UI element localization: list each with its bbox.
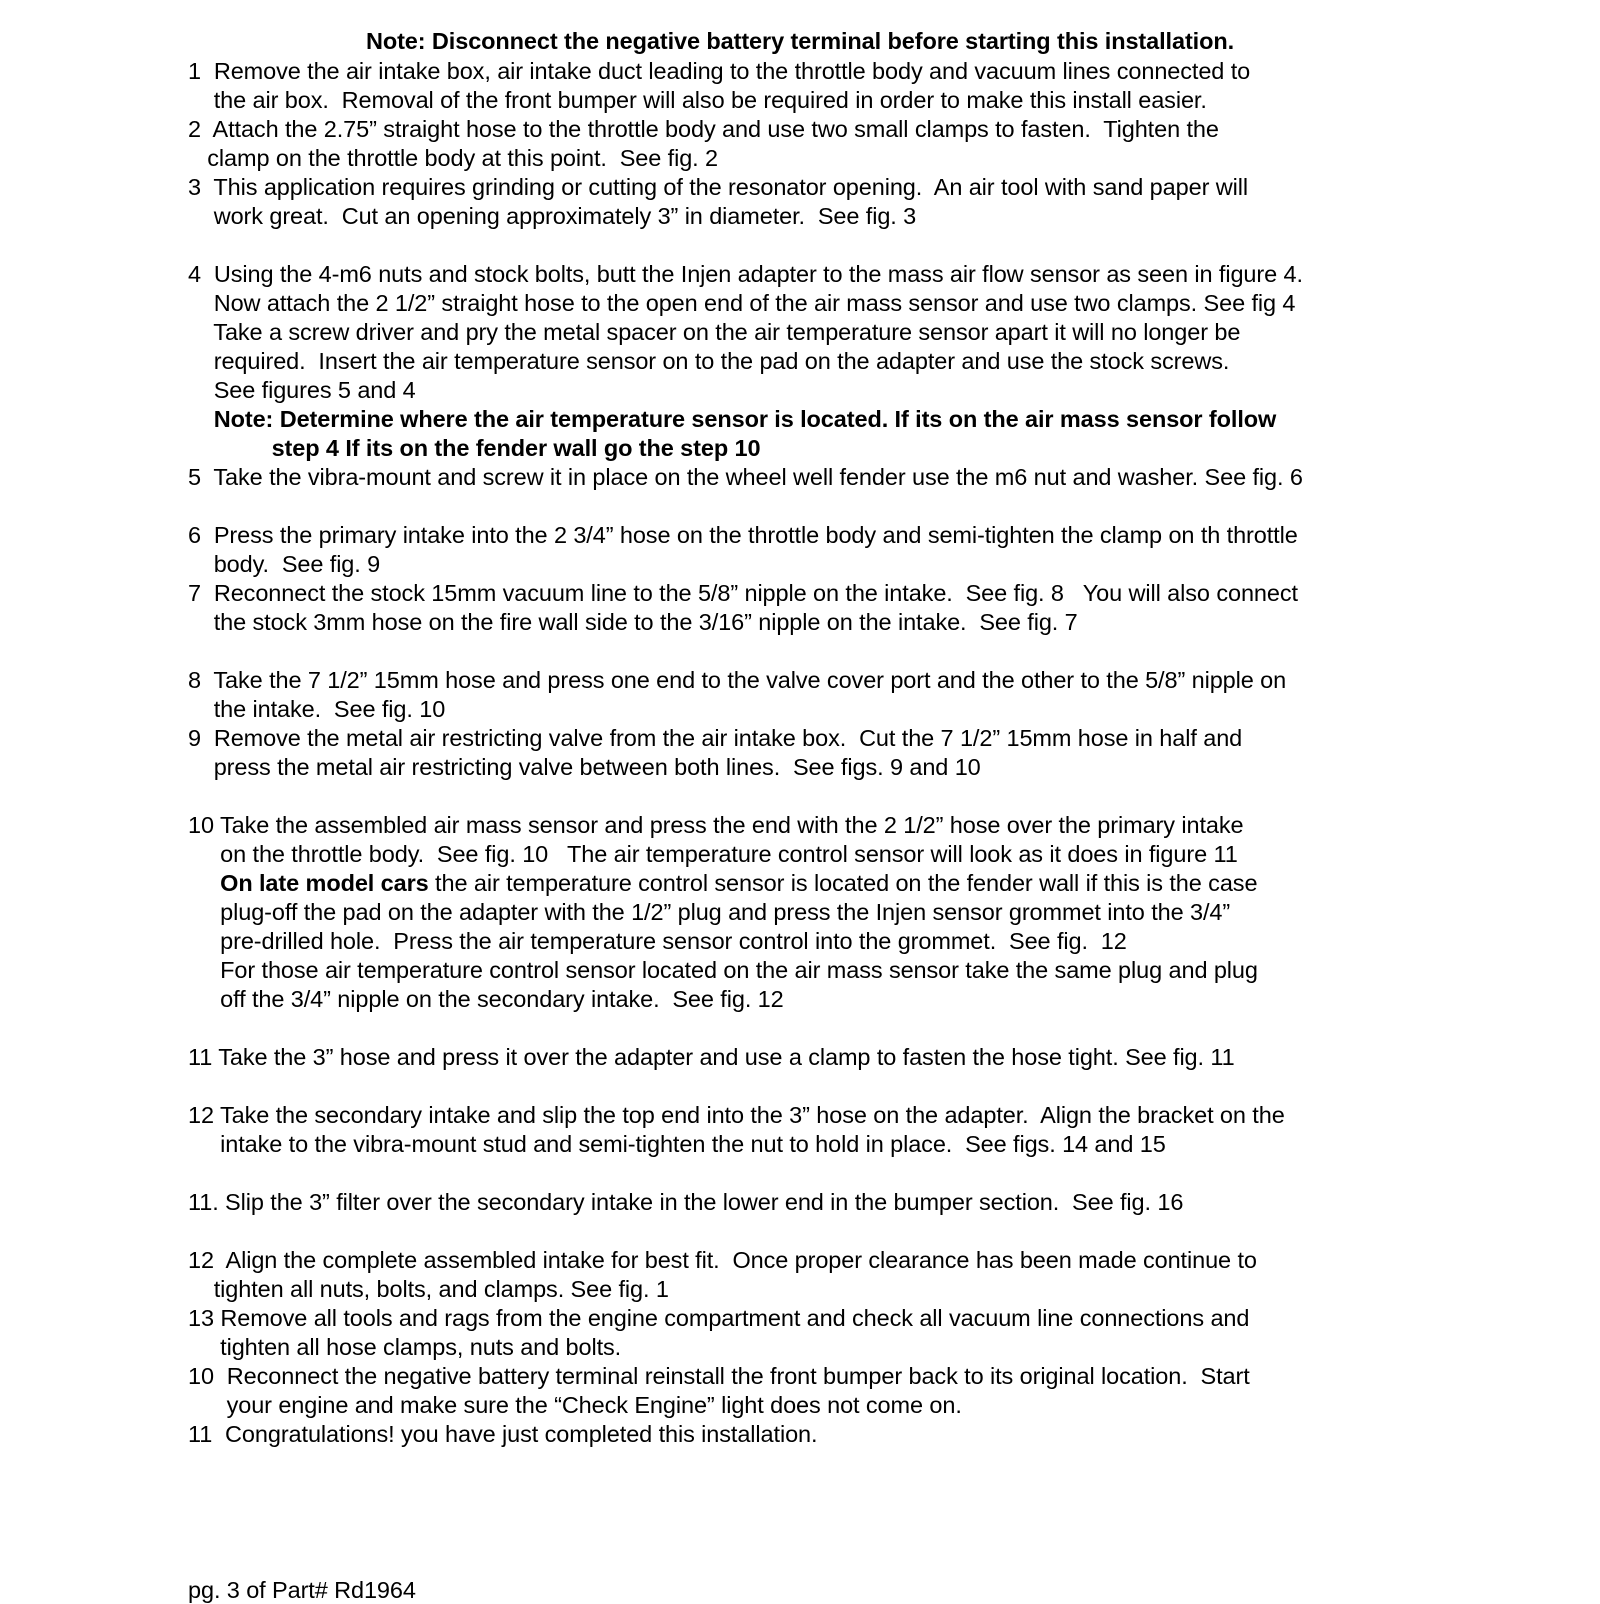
step-10b-line-2: your engine and make sure the “Check Engine” light does not come on.: [188, 1392, 962, 1418]
step-3-line-2: work great. Cut an opening approximately 3” in diameter. See fig. 3: [188, 203, 917, 229]
step-9-line-2: press the metal air restricting valve between both lines. See figs. 9 and 10: [188, 754, 981, 780]
step-10-line-4: plug-off the pad on the adapter with the 1/2” plug and press the Injen sensor grommet into the 3/4”: [188, 899, 1231, 925]
step-1-line-1: 1 Remove the air intake box, air intake duct leading to the throttle body and vacuum lines connected to: [188, 58, 1251, 84]
step-2-line-1: 2 Attach the 2.75” straight hose to the throttle body and use two small clamps to fasten. Tighten the: [188, 116, 1219, 142]
step-5-line-1: 5 Take the vibra-mount and screw it in place on the wheel well fender use the m6 nut and washer. See fig. 6: [188, 464, 1303, 490]
step-12b-line-2: tighten all nuts, bolts, and clamps. See fig. 1: [188, 1276, 669, 1302]
step-6-line-2: body. See fig. 9: [188, 551, 381, 577]
step-11-line-1: 11 Take the 3” hose and press it over the adapter and use a clamp to fasten the hose tight. See fig. 11: [188, 1044, 1235, 1070]
step-4-note-line-2: step 4 If its on the fender wall go the step 10: [188, 435, 761, 461]
step-11b-line-1: 11. Slip the 3” filter over the secondary intake in the lower end in the bumper section. See fig. 16: [188, 1189, 1184, 1215]
step-10-line-7: off the 3/4” nipple on the secondary intake. See fig. 12: [188, 986, 784, 1012]
step-10-line-5: pre-drilled hole. Press the air temperature sensor control into the grommet. See fig. 12: [188, 928, 1127, 954]
step-3-line-1: 3 This application requires grinding or cutting of the resonator opening. An air tool with sand paper will: [188, 174, 1248, 200]
step-10-line-3: [188, 869, 1257, 897]
step-10b-line-1: 10 Reconnect the negative battery terminal reinstall the front bumper back to its original location. Start: [188, 1363, 1250, 1389]
late-model-cars-label: On late model cars: [188, 870, 429, 896]
step-7-line-2: the stock 3mm hose on the fire wall side to the 3/16” nipple on the intake. See fig. 7: [188, 609, 1078, 635]
step-2-line-2: clamp on the throttle body at this point. See fig. 2: [188, 145, 718, 171]
step-4-line-5: See figures 5 and 4: [188, 377, 416, 403]
step-12-line-1: 12 Take the secondary intake and slip the top end into the 3” hose on the adapter. Align the bracket on the: [188, 1102, 1285, 1128]
page-footer: pg. 3 of Part# Rd1964: [188, 1577, 416, 1603]
step-13-line-2: tighten all hose clamps, nuts and bolts.: [188, 1334, 622, 1360]
step-7-line-1: 7 Reconnect the stock 15mm vacuum line to the 5/8” nipple on the intake. See fig. 8 You will also connect: [188, 580, 1298, 606]
step-12-line-2: intake to the vibra-mount stud and semi-tighten the nut to hold in place. See figs. 14 and 15: [188, 1131, 1166, 1157]
step-10-line-1: 10 Take the assembled air mass sensor and press the end with the 2 1/2” hose over the primary intake: [188, 812, 1244, 838]
header-note: Note: Disconnect the negative battery terminal before starting this installation.: [365, 28, 1235, 54]
step-4-line-1: 4 Using the 4-m6 nuts and stock bolts, butt the Injen adapter to the mass air flow sensor as seen in figure 4.: [188, 261, 1303, 287]
step-10-line-6: For those air temperature control sensor located on the air mass sensor take the same plug and plug: [188, 957, 1258, 983]
step-4-line-3: Take a screw driver and pry the metal spacer on the air temperature sensor apart it will no longer be: [188, 319, 1241, 345]
step-4-line-2: Now attach the 2 1/2” straight hose to the open end of the air mass sensor and use two clamps. See fig 4: [188, 290, 1296, 316]
step-12b-line-1: 12 Align the complete assembled intake for best fit. Once proper clearance has been made continue to: [188, 1247, 1257, 1273]
step-8-line-2: the intake. See fig. 10: [188, 696, 446, 722]
step-4-line-4: required. Insert the air temperature sensor on to the pad on the adapter and use the stock screws.: [188, 348, 1230, 374]
step-6-line-1: 6 Press the primary intake into the 2 3/4” hose on the throttle body and semi-tighten the clamp on th throttle: [188, 522, 1298, 548]
late-model-cars-text: the air temperature control sensor is located on the fender wall if this is the case: [428, 870, 1258, 896]
step-4-note-line-1: Note: Determine where the air temperature sensor is located. If its on the air mass sensor follow: [188, 406, 1277, 432]
step-11c-line-1: 11 Congratulations! you have just completed this installation.: [188, 1421, 818, 1447]
step-10-line-2: on the throttle body. See fig. 10 The air temperature control sensor will look as it does in figure 11: [188, 841, 1238, 867]
step-1-line-2: the air box. Removal of the front bumper will also be required in order to make this install easier.: [188, 87, 1207, 113]
step-13-line-1: 13 Remove all tools and rags from the engine compartment and check all vacuum line connections and: [188, 1305, 1250, 1331]
step-9-line-1: 9 Remove the metal air restricting valve from the air intake box. Cut the 7 1/2” 15mm hose in half and: [188, 725, 1243, 751]
step-8-line-1: 8 Take the 7 1/2” 15mm hose and press one end to the valve cover port and the other to the 5/8” nipple on: [188, 667, 1287, 693]
